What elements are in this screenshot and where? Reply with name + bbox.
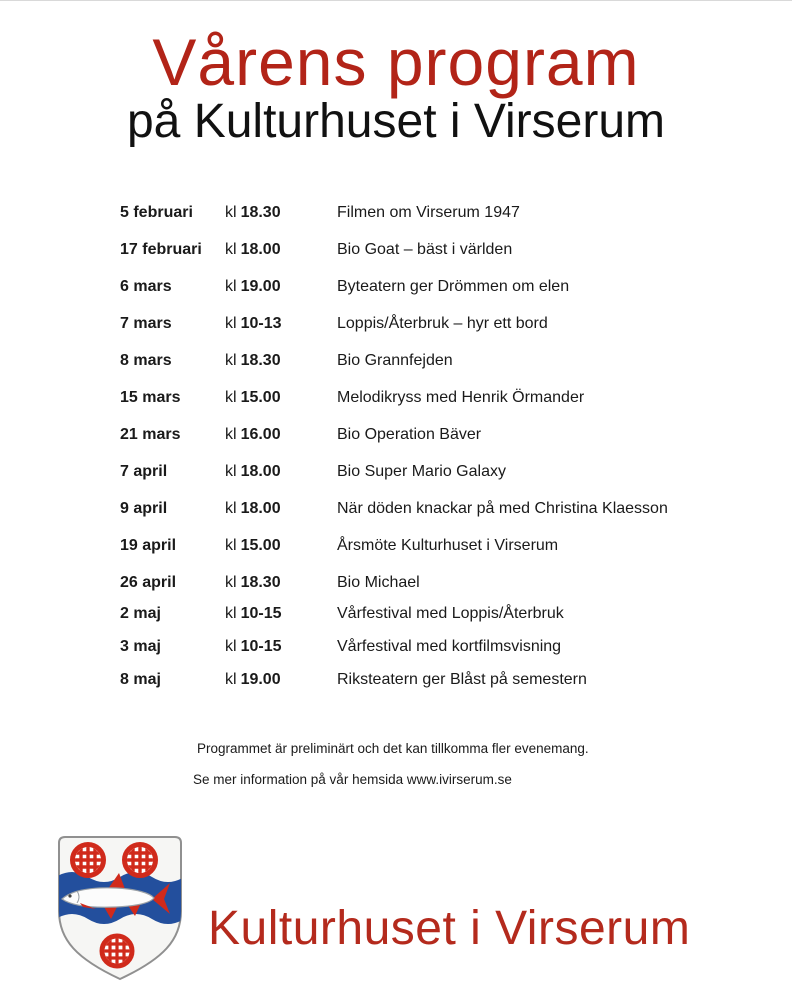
event-row: [120, 314, 762, 351]
event-title: Vårfestival med kortfilmsvisning: [337, 638, 562, 655]
event-time-kl-label: kl: [225, 241, 237, 258]
event-row: [120, 536, 762, 573]
event-date: 3 maj: [120, 638, 161, 655]
event-title: Bio Michael: [337, 574, 420, 591]
event-time: [225, 314, 337, 333]
event-row: [120, 670, 762, 703]
event-row: [120, 351, 762, 388]
event-time-value: 18.00: [240, 463, 281, 480]
event-time-kl-label: kl: [225, 426, 237, 443]
event-time: [225, 388, 337, 407]
event-title: Loppis/Återbruk – hyr ett bord: [337, 315, 548, 332]
event-time-value: 10-15: [240, 638, 282, 655]
event-date: 8 maj: [120, 671, 161, 688]
event-time-value: 18.30: [240, 352, 281, 369]
event-time: [225, 203, 337, 222]
event-title: Riksteatern ger Blåst på semestern: [337, 671, 587, 688]
event-time-kl-label: kl: [225, 671, 237, 688]
event-title: Årsmöte Kulturhuset i Virserum: [337, 537, 559, 554]
event-title: Bio Operation Bäver: [337, 426, 482, 443]
event-time: [225, 637, 337, 656]
event-title: Bio Goat – bäst i världen: [337, 241, 513, 258]
event-row: [120, 462, 762, 499]
page-subtitle: på Kulturhuset i Virserum: [126, 95, 666, 148]
event-row: [120, 277, 762, 314]
event-title: Vårfestival med Loppis/Återbruk: [337, 605, 564, 622]
event-time-kl-label: kl: [225, 204, 237, 221]
wheel-icon-bottom: [100, 934, 134, 968]
event-time: [225, 240, 337, 259]
event-time: [225, 351, 337, 370]
page-title: Vårens program: [152, 25, 640, 99]
event-time-value: 18.30: [240, 574, 281, 591]
event-date: 8 mars: [120, 352, 172, 369]
event-title: Filmen om Virserum 1947: [337, 204, 520, 221]
event-time-kl-label: kl: [225, 352, 237, 369]
virserum-coat-of-arms: [56, 835, 184, 981]
event-time-value: 18.30: [240, 204, 281, 221]
event-row: [120, 203, 762, 240]
event-time-kl-label: kl: [225, 638, 237, 655]
preliminary-note: Programmet är preliminärt och det kan tillkomma fler evenemang.: [197, 741, 589, 756]
footer-wordmark: Kulturhuset i Virserum: [208, 902, 691, 955]
event-time-value: 10-13: [240, 315, 282, 332]
event-title: Bio Grannfejden: [337, 352, 453, 369]
event-date: 7 april: [120, 463, 168, 480]
event-date: 21 mars: [120, 426, 181, 443]
event-row: [120, 425, 762, 462]
event-title: Byteatern ger Drömmen om elen: [337, 278, 570, 295]
event-list: [120, 203, 762, 703]
event-time: [225, 499, 337, 518]
event-date: 7 mars: [120, 315, 172, 332]
wheel-icon-top-right: [123, 843, 157, 877]
event-row: [120, 604, 762, 637]
wheel-icon-top-left: [71, 843, 105, 877]
event-time-kl-label: kl: [225, 278, 237, 295]
event-time-value: 16.00: [240, 426, 281, 443]
event-time-kl-label: kl: [225, 605, 237, 622]
event-time: [225, 670, 337, 689]
event-date: 15 mars: [120, 389, 181, 406]
event-time: [225, 277, 337, 296]
event-time-value: 18.00: [240, 241, 281, 258]
event-date: 26 april: [120, 574, 177, 591]
event-time-value: 19.00: [240, 671, 281, 688]
event-time-value: 15.00: [240, 537, 281, 554]
event-date: 17 februari: [120, 241, 202, 258]
event-time: [225, 425, 337, 444]
event-time-kl-label: kl: [225, 315, 237, 332]
event-time: [225, 536, 337, 555]
event-date: 6 mars: [120, 278, 172, 295]
event-title: När döden knackar på med Christina Klaesson: [337, 500, 668, 517]
event-time: [225, 462, 337, 481]
event-title: Melodikryss med Henrik Örmander: [337, 389, 585, 406]
event-time: [225, 604, 337, 623]
event-time-value: 19.00: [240, 278, 281, 295]
event-date: 9 april: [120, 500, 168, 517]
event-date: 5 februari: [120, 204, 193, 221]
event-time-kl-label: kl: [225, 463, 237, 480]
event-date: 19 april: [120, 537, 177, 554]
event-time-value: 18.00: [240, 500, 281, 517]
event-row: [120, 499, 762, 536]
event-time-value: 15.00: [240, 389, 281, 406]
event-date: 2 maj: [120, 605, 161, 622]
event-time: [225, 573, 337, 592]
event-title: Bio Super Mario Galaxy: [337, 463, 506, 480]
event-time-kl-label: kl: [225, 537, 237, 554]
event-row: [120, 573, 762, 604]
event-row: [120, 240, 762, 277]
website-note: Se mer information på vår hemsida www.ivirserum.se: [193, 772, 512, 787]
event-row: [120, 388, 762, 425]
event-time-kl-label: kl: [225, 389, 237, 406]
event-time-kl-label: kl: [225, 574, 237, 591]
event-time-kl-label: kl: [225, 500, 237, 517]
event-row: [120, 637, 762, 670]
event-time-value: 10-15: [240, 605, 282, 622]
